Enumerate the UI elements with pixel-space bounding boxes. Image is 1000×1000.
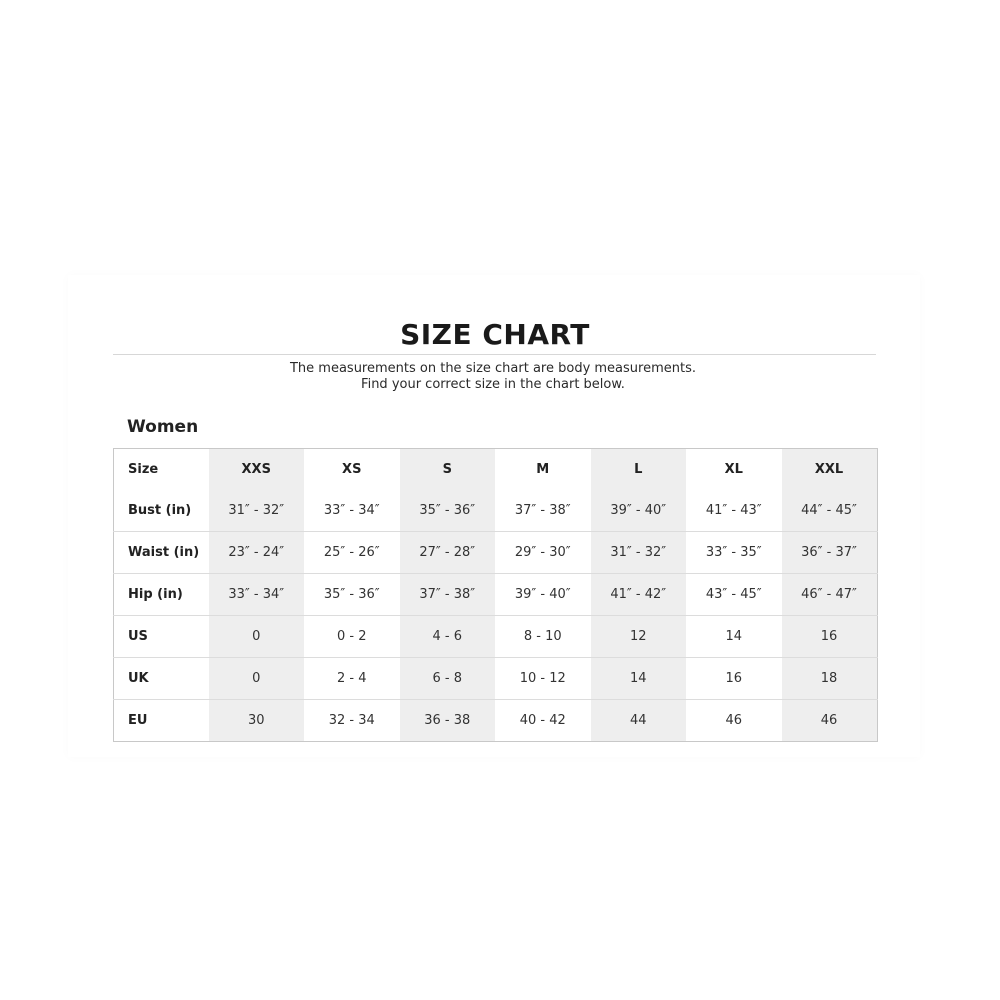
table-cell: 29″ - 30″ xyxy=(495,532,591,574)
table-cell: 0 xyxy=(209,658,305,700)
table-cell: 46 xyxy=(686,700,782,742)
row-label-uk: UK xyxy=(114,658,209,700)
row-label-hip: Hip (in) xyxy=(114,574,209,616)
subtitle-line-2: Find your correct size in the chart below. xyxy=(361,376,625,392)
section-title-women: Women xyxy=(127,417,199,437)
table-cell: 37″ - 38″ xyxy=(514,503,571,518)
table-cell: 25″ - 26″ xyxy=(304,532,400,574)
table-cell: 44″ - 45″ xyxy=(782,490,878,532)
table-cell: 35″ - 36″ xyxy=(304,574,400,616)
subtitle-line-1: The measurements on the size chart are body measurements. xyxy=(289,361,696,376)
table-row-waist xyxy=(114,532,878,574)
size-header-l: L xyxy=(591,449,687,491)
table-cell: 18 xyxy=(782,658,878,700)
table-cell: 12 xyxy=(591,616,687,658)
table-cell: 0 - 2 xyxy=(304,616,400,658)
size-header-xxl: XXL xyxy=(782,449,878,491)
subtitle xyxy=(0,361,986,392)
table-cell: 41″ - 43″ xyxy=(705,503,762,518)
table-cell: 37″ - 38″ xyxy=(400,574,496,616)
size-header-m: M xyxy=(536,462,550,477)
table-cell: 0 xyxy=(209,616,305,658)
title-divider xyxy=(113,354,876,355)
row-label-waist: Waist (in) xyxy=(114,532,209,574)
table-cell: 10 - 12 xyxy=(495,658,591,700)
table-cell: 14 xyxy=(686,616,782,658)
page-title: SIZE CHART xyxy=(400,318,590,351)
table-cell: 2 - 4 xyxy=(304,658,400,700)
table-cell: 35″ - 36″ xyxy=(400,490,496,532)
table-cell: 31″ - 32″ xyxy=(591,532,687,574)
table-cell: 39″ - 40″ xyxy=(591,490,687,532)
corner-label: Size xyxy=(128,462,159,477)
table-cell: 46 xyxy=(782,700,878,742)
row-label-bust: Bust (in) xyxy=(128,503,192,518)
table-cell: 33″ - 34″ xyxy=(323,503,380,518)
table-row-eu xyxy=(114,700,878,742)
table-cell: 41″ - 42″ xyxy=(591,574,687,616)
table-cell: 14 xyxy=(591,658,687,700)
table-cell: 23″ - 24″ xyxy=(209,532,305,574)
table-cell: 4 - 6 xyxy=(400,616,496,658)
table-cell: 6 - 8 xyxy=(400,658,496,700)
table-cell: 27″ - 28″ xyxy=(400,532,496,574)
table-header-row xyxy=(114,449,878,491)
row-label-eu: EU xyxy=(114,700,209,742)
size-header-xl: XL xyxy=(724,462,743,477)
table-cell: 43″ - 45″ xyxy=(686,574,782,616)
table-cell: 33″ - 35″ xyxy=(686,532,782,574)
table-cell: 46″ - 47″ xyxy=(782,574,878,616)
table-row-bust xyxy=(114,490,878,532)
row-label-us: US xyxy=(114,616,209,658)
size-table xyxy=(113,448,878,742)
table-cell: 8 - 10 xyxy=(495,616,591,658)
table-row-uk xyxy=(114,658,878,700)
table-cell: 44 xyxy=(591,700,687,742)
table-cell: 16 xyxy=(686,658,782,700)
table-cell: 36 - 38 xyxy=(400,700,496,742)
table-cell: 31″ - 32″ xyxy=(209,490,305,532)
table-cell: 32 - 34 xyxy=(304,700,400,742)
table-cell: 40 - 42 xyxy=(495,700,591,742)
table-cell: 16 xyxy=(782,616,878,658)
table-cell: 33″ - 34″ xyxy=(209,574,305,616)
table-cell: 30 xyxy=(209,700,305,742)
size-header-xxs: XXS xyxy=(209,449,305,491)
table-cell: 36″ - 37″ xyxy=(782,532,878,574)
size-header-s: S xyxy=(400,449,496,491)
table-row-hip xyxy=(114,574,878,616)
size-header-xs: XS xyxy=(342,462,362,477)
table-row-us xyxy=(114,616,878,658)
table-cell: 39″ - 40″ xyxy=(495,574,591,616)
